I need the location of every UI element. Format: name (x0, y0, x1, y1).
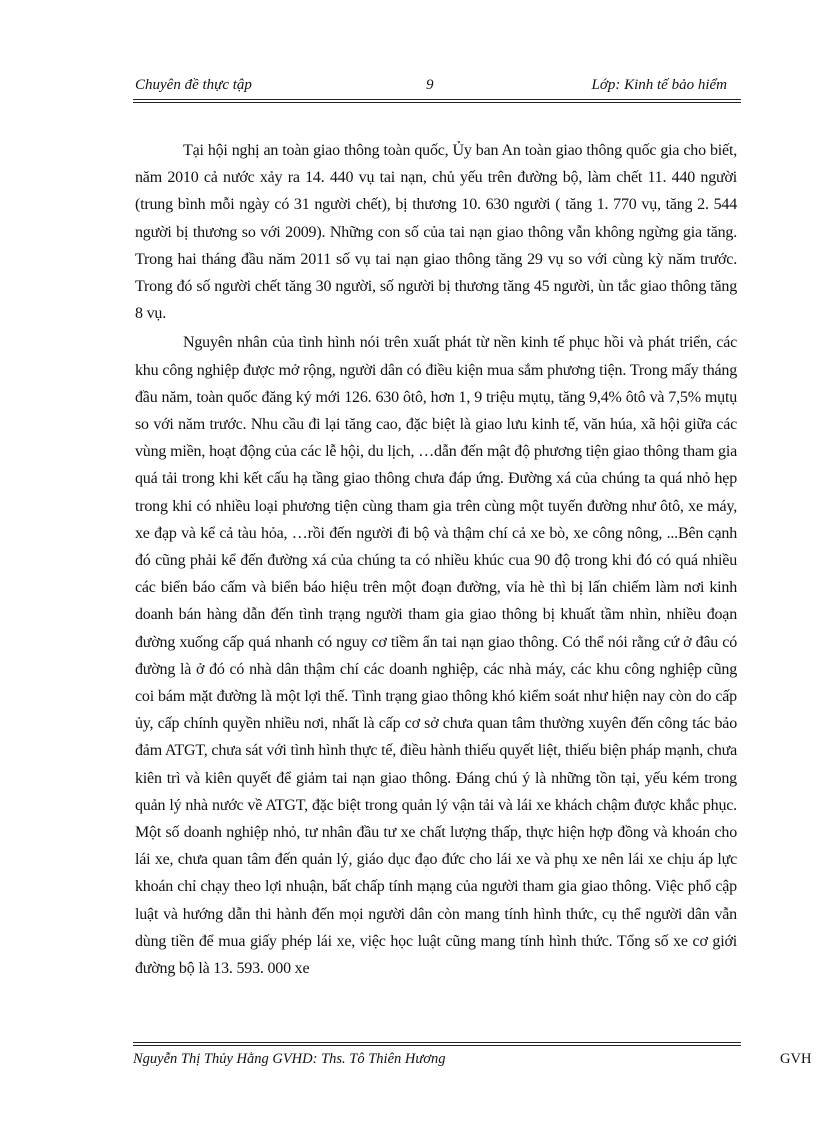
header-document-title: Chuyên đề thực tập (135, 77, 252, 93)
footer-rule (133, 1042, 741, 1043)
footer-truncated-label: GVH (780, 1051, 812, 1067)
page-header (133, 72, 741, 102)
footer-rule-secondary (133, 1045, 741, 1046)
header-page-number: 9 (426, 77, 434, 93)
header-class-name: Lớp: Kinh tế bảo hiểm (591, 77, 727, 93)
header-rule-secondary (133, 102, 741, 103)
body-paragraph-1: Tại hội nghị an toàn giao thông toàn quốc, Ủy ban An toàn giao thông quốc gia cho biết, năm 2010 cả nước xảy ra 14. 440 vụ tai nạn, chủ yếu trên đường bộ, làm chết 11. 440 người (trung bình mỗi ngày có 31 người chết), bị thương 10. 630 người ( tăng 1. 770 vụ, tăng 2. 544 người bị thương so với 2009). Những con số của tai nạn giao thông vẫn không ngừng gia tăng. Trong hai tháng đầu năm 2011 số vụ tai nạn giao thông tăng 29 vụ so với cùng kỳ năm trước. Trong đó số người chết tăng 30 người, số người bị thương tăng 45 người, ùn tắc giao thông tăng 8 vụ. (135, 142, 737, 323)
header-rule (133, 99, 741, 100)
body-paragraph-2: Nguyên nhân của tình hình nói trên xuất phát từ nền kinh tế phục hồi và phát triển, các khu công nghiệp được mở rộng, người dân có điều kiện mua sắm phương tiện. Trong mấy tháng đầu năm, toàn quốc đăng ký mới 126. 630 ôtô, hơn 1, 9 triệu mụtụ, tăng 9,4% ôtô và 7,5% mụtụ so với năm trước. Nhu cầu đi lại tăng cao, đặc biệt là giao lưu kinh tế, văn húa, xã hội giữa các vùng miền, hoạt động của các lễ hội, du lịch, …dẫn đến mật độ phương tiện giao thông tham gia quá tải trong khi kết cấu hạ tầng giao thông chưa đáp ứng. Đường xá của chúng ta quá nhỏ hẹp trong khi có nhiều loại phương tiện cùng tham gia trên cùng một tuyến đường như ôtô, xe máy, xe đạp và kể cả tàu hỏa, …rồi đến người đi bộ và thậm chí cả xe bò, xe công nông, ...Bên cạnh đó cũng phải kể đến đường xá của chúng ta có nhiều khúc cua 90 độ trong khi đó có quá nhiều các biển báo cấm và biển báo hiệu trên một đoạn đường, vỉa hè thì bị lấn chiếm làm nơi kinh doanh bán hàng dẫn đến tình trạng người tham gia giao thông bị khuất tầm nhìn, nhiều đoạn đường xuống cấp quá nhanh có nguy cơ tiềm ẩn tai nạn giao thông. Có thể nói rằng cứ ở đâu có đường là ở đó có nhà dân thậm chí các doanh nghiệp, các nhà máy, các khu công nghiệp cũng coi bám mặt đường là một lợi thế. Tình trạng giao thông khó kiểm soát như hiện nay còn do cấp ủy, cấp chính quyền nhiều nơi, nhất là cấp cơ sở chưa quan tâm thường xuyên đến công tác bảo đảm ATGT, chưa sát với tình hình thực tế, điều hành thiếu quyết liệt, thiếu biện pháp mạnh, chưa kiên trì và kiên quyết để giảm tai nạn giao thông. Đáng chú ý là những tồn tại, yếu kém trong quản lý nhà nước về ATGT, đặc biệt trong quản lý vận tải và lái xe khách chậm được khắc phục. Một số doanh nghiệp nhỏ, tư nhân đầu tư xe chất lượng thấp, thực hiện hợp đồng và khoán cho lái xe, chưa quan tâm đến quản lý, giáo dục đạo đức cho lái xe và phụ xe nên lái xe chịu áp lực khoán chỉ chạy theo lợi nhuận, bất chấp tính mạng của người tham gia giao thông. Việc phổ cập luật và hướng dẫn thi hành đến mọi người dân còn mang tính hình thức, cụ thể người dân vẫn dùng tiền để mua giấy phép lái xe, việc học luật cũng mang tính hình thức. Tổng số xe cơ giới đường bộ là 13. 593. 000 xe (135, 334, 737, 978)
document-body (135, 137, 737, 982)
footer-author-supervisor: Nguyễn Thị Thủy Hằng GVHD: Ths. Tô Thiên Hương (133, 1051, 446, 1067)
